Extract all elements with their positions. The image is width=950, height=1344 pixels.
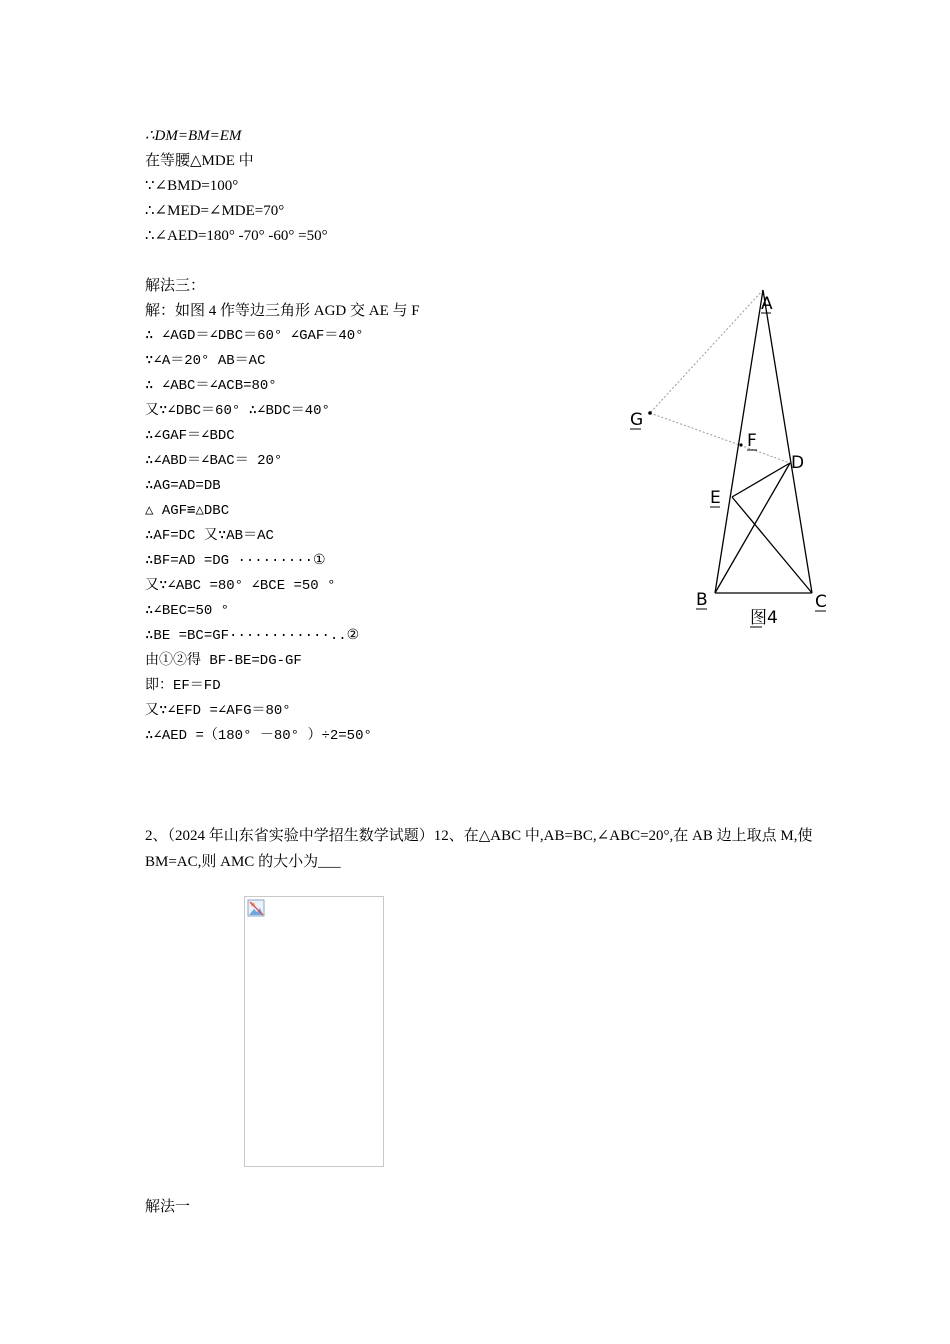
line-ed — [732, 463, 790, 497]
method3-step: ∴∠ABD＝∠BAC＝ 20° — [145, 453, 283, 469]
geometry-figure-4 — [620, 285, 840, 635]
method3-intro: 解：如图 4 作等边三角形 AGD 交 AE 与 F — [145, 303, 420, 319]
method3-step: 即：EF＝FD — [145, 678, 221, 694]
dashed-line-gd — [650, 413, 790, 463]
label-b: B — [696, 590, 708, 610]
method3-step: 又∵∠EFD =∠AFG＝80° — [145, 703, 291, 719]
line-ec — [732, 497, 812, 593]
label-e: E — [710, 488, 721, 508]
line-ac — [763, 290, 812, 593]
method3-step: ∴BE =BC=GF············..② — [145, 628, 360, 644]
label-d: D — [791, 453, 805, 473]
point-f — [739, 443, 742, 446]
line-bd — [715, 463, 790, 593]
method3-step: ∴BF=AD =DG ·········① — [145, 553, 326, 569]
broken-image-icon — [247, 899, 265, 917]
method3-step: 又∵∠DBC＝60° ∴∠BDC＝40° — [145, 403, 330, 419]
label-c: C — [815, 592, 827, 612]
method3-step: 又∵∠ABC =80° ∠BCE =50 ° — [145, 578, 336, 594]
method3-step: ∴ ∠ABC＝∠ACB=80° — [145, 378, 277, 394]
method3-step: ∴AF=DC 又∵AB＝AC — [145, 528, 274, 544]
method1-heading: 解法一 — [145, 1199, 191, 1215]
method3-step: ∴AG=AD=DB — [145, 478, 221, 494]
label-f: F — [747, 431, 757, 451]
method3-step: ∴∠AED =（180° －80° ）÷2=50° — [145, 728, 372, 744]
problem-2-text: 2、（2024 年山东省实验中学招生数学试题）12、在△ABC 中,AB=BC,∠ABC=20°,在 AB 边上取点 M,使 BM=AC,则 AMC 的大小为___ — [145, 828, 813, 870]
point-g — [648, 411, 652, 415]
method3-step: ∴ ∠AGD＝∠DBC＝60° ∠GAF＝40° — [145, 328, 364, 344]
figure-caption: 图4 — [750, 608, 778, 628]
label-a: A — [761, 294, 773, 314]
method3-step: ∵∠A＝20° AB＝AC — [145, 353, 266, 369]
proof-line-1: ∴DM=BM=EM — [145, 128, 242, 144]
method3-step: ∴∠BEC=50 ° — [145, 603, 230, 619]
proof-line-4: ∴∠MED=∠MDE=70° — [145, 203, 285, 219]
broken-image-placeholder — [244, 896, 384, 1167]
method3-step: ∴∠GAF＝∠BDC — [145, 428, 235, 444]
proof-line-3: ∵∠BMD=100° — [145, 178, 239, 194]
method3-heading: 解法三： — [145, 278, 206, 294]
dashed-lines — [650, 290, 790, 463]
method3-step: 由①②得 BF-BE=DG-GF — [145, 653, 302, 669]
method3-step: △ AGF≌△DBC — [145, 503, 230, 519]
label-g: G — [630, 410, 644, 430]
proof-line-5: ∴∠AED=180° -70° -60° =50° — [145, 228, 328, 244]
proof-line-2: 在等腰△MDE 中 — [145, 153, 254, 169]
